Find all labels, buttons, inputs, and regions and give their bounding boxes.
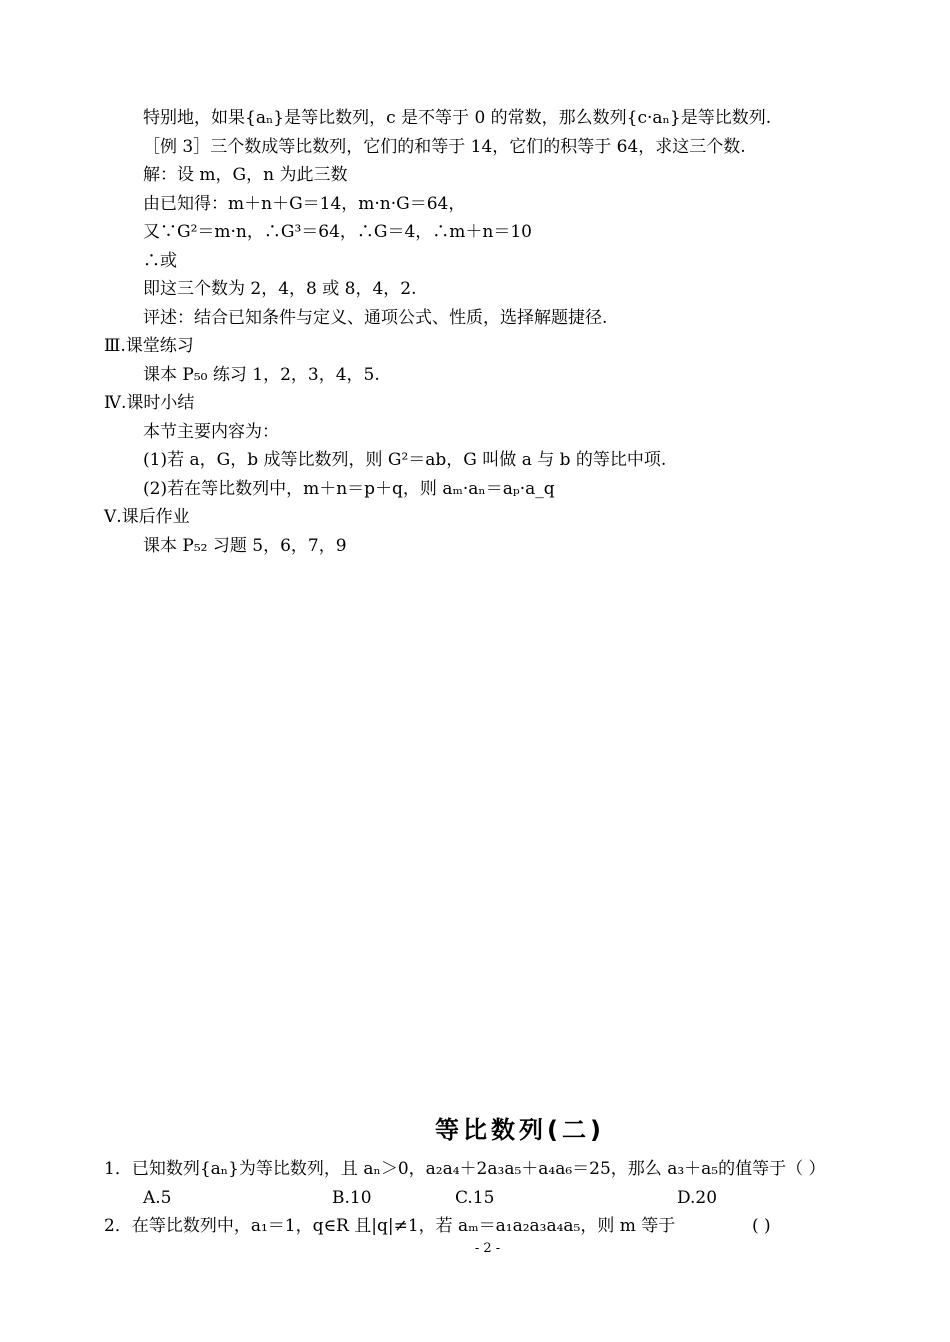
option-c: C.15 xyxy=(455,1188,495,1208)
text-line: 本节主要内容为： xyxy=(143,422,279,442)
example-heading: ［例 3］三个数成等比数列，它们的和等于 14，它们的积等于 64，求这三个数. xyxy=(143,137,746,157)
text-line: 评述：结合已知条件与定义、通项公式、性质，选择解题捷径. xyxy=(143,308,608,328)
option-a: A.5 xyxy=(143,1188,172,1208)
section-title: 等比数列(二) xyxy=(435,1116,605,1144)
answer-paren: ( ) xyxy=(752,1216,771,1236)
page-number: - 2 - xyxy=(474,1241,501,1256)
text-line: 即这三个数为 2，4，8 或 8，4，2. xyxy=(143,279,417,299)
section-heading: Ⅳ.课时小结 xyxy=(104,393,195,413)
question-2: 2．在等比数列中，a₁＝1，q∈R 且|q|≠1，若 aₘ＝a₁a₂a₃a₄a₅，则 m 等于 xyxy=(104,1216,676,1236)
section-heading: Ⅲ.课堂练习 xyxy=(104,336,194,356)
text-line: 课本 P₅₂ 习题 5，6，7，9 xyxy=(143,536,347,556)
text-line: 课本 P₅₀ 练习 1，2，3，4，5. xyxy=(143,365,380,385)
section-heading: Ⅴ.课后作业 xyxy=(104,507,190,527)
option-b: B.10 xyxy=(332,1188,372,1208)
text-line: (2)若在等比数列中，m＋n＝p＋q，则 aₘ·aₙ＝aₚ·a_q xyxy=(143,479,555,499)
option-d: D.20 xyxy=(677,1188,718,1208)
text-line: 特别地，如果{aₙ}是等比数列，c 是不等于 0 的常数，那么数列{c·aₙ}是等比数列. xyxy=(143,108,772,128)
text-line: 又∵G²＝m·n，∴G³＝64，∴G＝4，∴m＋n＝10 xyxy=(143,222,532,242)
text-line: 解：设 m，G，n 为此三数 xyxy=(143,165,348,185)
text-line: 由已知得：m＋n＋G＝14，m·n·G＝64， xyxy=(143,194,466,214)
text-line: (1)若 a，G，b 成等比数列，则 G²＝ab，G 叫做 a 与 b 的等比中项. xyxy=(143,450,667,470)
question-1: 1．已知数列{aₙ}为等比数列，且 aₙ＞0，a₂a₄＋2a₃a₅＋a₄a₆＝25，那么 a₃＋a₅的值等于（ ） xyxy=(104,1159,826,1179)
text-line: ∴或 xyxy=(143,251,177,271)
